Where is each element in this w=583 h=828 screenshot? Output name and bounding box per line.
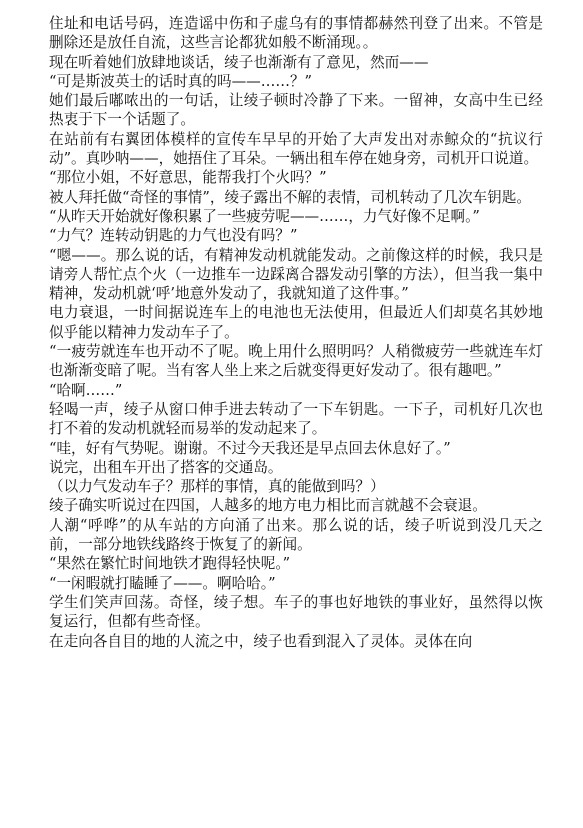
- paragraph: 在走向各自目的地的人流之中，绫子也看到混入了灵体。灵体在向: [49, 632, 473, 650]
- paragraph: “力气？连转动钥匙的力气也没有吗？”: [49, 227, 298, 245]
- paragraph: “哇，好有气势呢。谢谢。不过今天我还是早点回去休息好了。”: [49, 439, 451, 457]
- paragraph: 绫子确实听说过在四国，人越多的地方电力相比而言就越不会衰退。: [49, 497, 487, 515]
- paragraph: “哈啊……”: [49, 381, 123, 399]
- paragraph: 现在听着她们放肆地谈话，绫子也渐渐有了意见，然而——: [49, 53, 429, 71]
- paragraph: 学生们笑声回荡。奇怪，绫子想。车子的事也好地铁的事业好，虽然得以恢复运行，但都有些奇怪。: [49, 593, 543, 631]
- paragraph: （以力气发动车子？那样的事情，真的能做到吗？）: [49, 478, 385, 496]
- paragraph: 住址和电话号码，连造谣中伤和子虚乌有的事情都赫然刊登了出来。不管是删除还是放任自流，这些言论都犹如般不断涌现。。: [49, 15, 543, 52]
- paragraph: “一疲劳就连车也开动不了呢。晚上用什么照明吗？人稍微疲劳一些就连车灯也渐渐变暗了呢。当有客人坐上来之后就变得更好发动了。很有趣吧。”: [49, 343, 543, 380]
- paragraph: 被人拜托做“奇怪的事情”，绫子露出不解的表情，司机转动了几次车钥匙。: [49, 188, 531, 206]
- paragraph: 在站前有右翼团体模样的宣传车早早的开始了大声发出对赤鲸众的“抗议行动”。真吵呐——，她捂住了耳朵。一辆出租车停在她身旁，司机开口说道。: [49, 130, 543, 168]
- paragraph: “可是斯波英士的话时真的吗——……？”: [49, 72, 313, 90]
- paragraph: 她们最后嘟哝出的一句话，让绫子顿时冷静了下来。一留神，女高中生已经热衷于下一个话题了。: [49, 92, 543, 129]
- paragraph: 轻喝一声，绫子从窗口伸手进去转动了一下车钥匙。一下子，司机好几次也打不着的发动机就轻而易举的发动起来了。: [49, 400, 543, 438]
- paragraph: “从昨天开始就好像积累了一些疲劳呢——……，力气好像不足啊。”: [49, 207, 480, 225]
- paragraph: “嗯——。那么说的话，有精神发动机就能发动。之前像这样的时候，我只是请旁人帮忙点个火（一边推车一边踩离合器发动引擎的方法），但当我一集中精神，发动机就‘呼’地意外发动了，我就知道了这件事。”: [49, 246, 543, 303]
- paragraph: “那位小姐，不好意思，能帮我打个火吗？”: [49, 169, 327, 187]
- paragraph: 人潮“呼哗”的从车站的方向涌了出来。那么说的话，绫子听说到没几天之前，一部分地铁线路终于恢复了的新闻。: [49, 516, 543, 554]
- paragraph: “果然在繁忙时间地铁才跑得轻快呢。”: [49, 555, 291, 573]
- document-page: [49, 14, 543, 651]
- paragraph: 说完，出租车开出了搭客的交通岛。: [49, 458, 283, 476]
- paragraph: “一闲暇就打瞌睡了——。啊哈哈。”: [49, 574, 276, 592]
- paragraph: 电力衰退，一时间据说连车上的电池也无法使用，但最近人们却莫名其妙地似乎能以精神力发动车子了。: [49, 304, 543, 341]
